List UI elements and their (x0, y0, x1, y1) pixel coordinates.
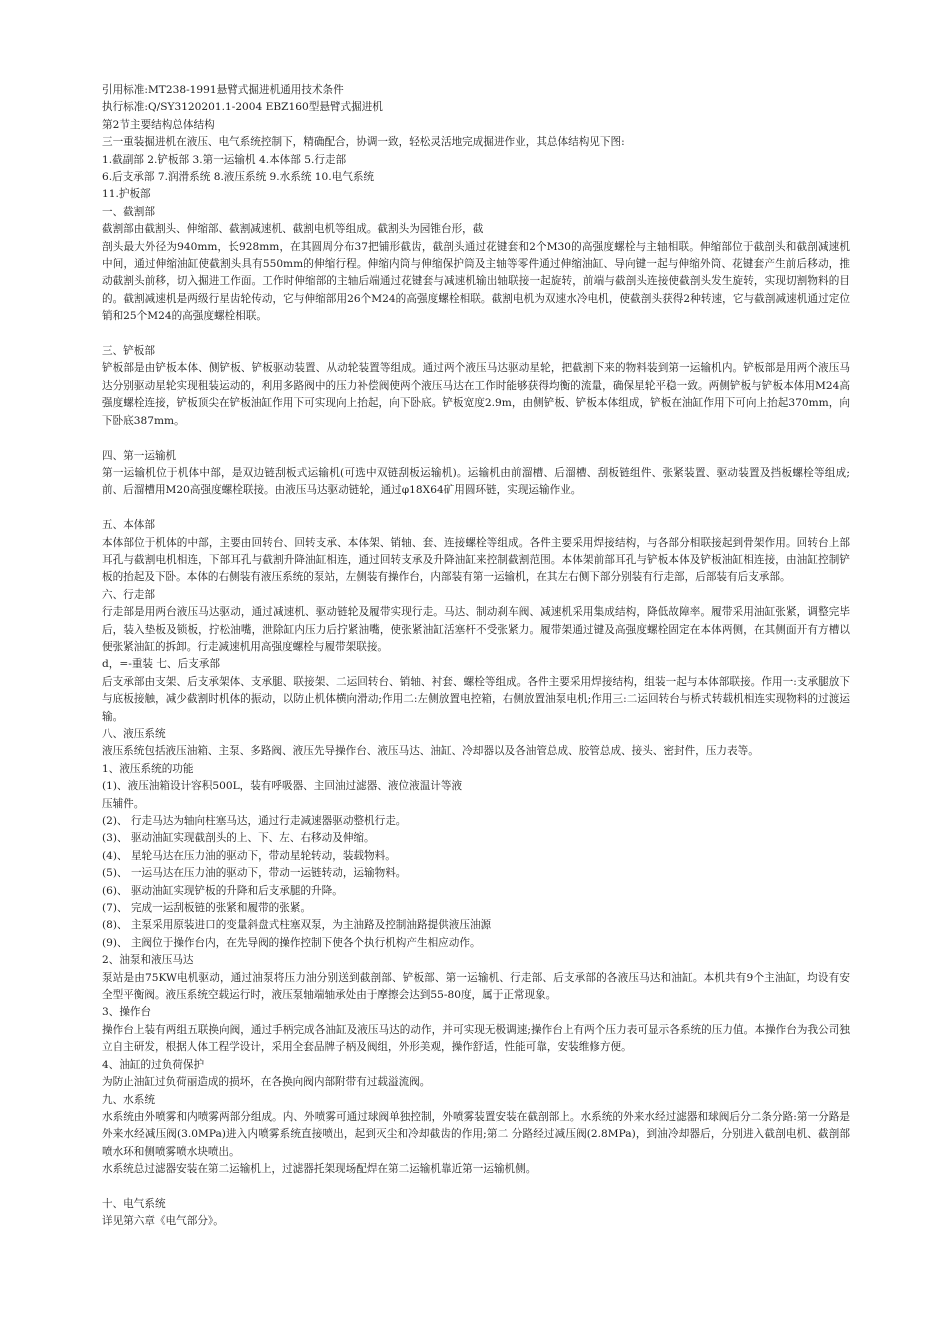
hydraulic-item-7: (7)、 完成一运刮板链的张紧和履带的张紧。 (102, 902, 312, 915)
parts-list-line-1: 1.截副部 2.铲板部 3.第一运输机 4.本体部 5.行走部 (102, 153, 347, 166)
electrical-reference: 详见第六章《电气部分》。 (102, 1215, 224, 1228)
reference-standard: 引用标准:MT238-1991悬臂式掘进机通用技术条件 (102, 84, 344, 96)
hydraulic-item-6: (6)、 驱动油缸实现铲板的升降和后支承腿的升降。 (102, 884, 343, 897)
walking-heading: 六、行走部 (102, 588, 155, 601)
operation-desk-paragraph: 操作台上装有两组五联换向阀，通过手柄完成各油缸及液压马达的动作，并可实现无极调速;操作台上有两个压力表可显示各系统的压力值。本操作台为我公司独立自主研发，根据人体工程学设计，采用全套品牌子柄及阀组，外形美观，操作舒适，性能可靠，安装维修方便。 (102, 1023, 850, 1054)
water-filter-text: 水系统总过滤器安装在第二运输机上，过滤器托架现场配焊在第二运输机靠近第一运输机侧。 (102, 1163, 537, 1176)
overload-paragraph: 为防止油缸过负荷丽造成的损坏，在各换向阀内部附带有过载溢流阀。 (102, 1076, 431, 1089)
pump-paragraph: 泵站是由75KW电机驱动，通过油泵将压力油分别送到截剖部、铲板部、第一运输机、行走部、后支承部的各液压马达和油缸。本机共有9个主油缸，均设有安全型平衡阀。液压系统空载运行时，液压泵轴端轴承处由于摩擦会达到55-80度，属于正常现象。 (102, 971, 850, 1002)
hydraulic-item-5: (5)、 一运马达在压力油的驱动下，带动一运链转动，运输物料。 (102, 867, 407, 880)
hydraulic-heading: 八、液压系统 (102, 727, 166, 740)
electrical-heading: 十、电气系统 (102, 1197, 166, 1210)
spacer (102, 326, 850, 343)
section-title: 第2节主要结构总体结构 (102, 118, 215, 131)
cutting-first-line: 截割部由截割头、伸缩部、截割减速机、截割电机等组成。截割头为园锥台形，截 (102, 223, 484, 236)
operation-desk-title: 3、操作台 (102, 1006, 152, 1019)
hydraulic-item-1-cont: 压辅件。 (102, 797, 145, 810)
hydraulic-item-8: (8)、 主泵采用原装进口的变量斜盘式柱塞双泵，为主油路及控制油路提供液压油源 (102, 919, 492, 932)
hydraulic-item-9: (9)、 主阀位于操作台内，在先导阀的操作控制下使各个执行机构产生相应动作。 (102, 936, 481, 949)
spacer (102, 1179, 850, 1196)
intro-text: 三一重装掘进机在液压、电气系统控制下，精确配合，协调一致，轻松灵活地完成掘进作业，其总体结构见下图: (102, 136, 625, 149)
spacer (102, 430, 850, 447)
overload-title: 4、油缸的过负荷保护 (102, 1058, 205, 1071)
hydraulic-intro: 液压系统包括液压油箱、主泵、多路阀、液压先导操作台、液压马达、油缸、冷却器以及各油管总成、胶管总成、接头、密封件，压力表等。 (102, 745, 759, 758)
hydraulic-item-3: (3)、 驱动油缸实现截剖头的上、下、左、右移动及伸缩。 (102, 832, 375, 845)
document-page (102, 82, 850, 1231)
execution-standard: 执行标准:Q/SY3120201.1-2004 EBZ160型悬臂式掘进机 (102, 101, 383, 114)
walking-paragraph: 行走部是用两台液压马达驱动，通过减速机、驱动链轮及履带实现行走。马达、制动刹车阀、减速机采用集成结构，降低故障率。履带采用油缸张紧，调整完毕后，装入垫板及锁板，拧松油嘴，泄除缸内压力后拧紧油嘴，使张紧油缸活塞杆不受张紧力。履带架通过键及高强度螺栓固定在本体两侧，在其侧面开有方槽以便张紧油缸的拆卸。行走减速机用高强度螺栓与履带架联接。 (102, 606, 850, 653)
parts-list-line-3: 11.护板部 (102, 188, 151, 201)
water-heading: 九、水系统 (102, 1093, 155, 1106)
cutting-paragraph: 剖头最大外径为940mm，长928mm，在其圆周分布37把铺形截齿，截剖头通过花键套和2个M30的高强度螺栓与主轴相联。伸缩部位于截剖头和截剖减速机中间，通过伸缩油缸使截割头具有550mm的伸缩行程。伸缩内筒与伸缩保护筒及主轴等零件通过伸缩油缸、导向键一起与伸缩外筒、花键套产生前后移动，推动截割头前移，切入掘进工作面。工作时伸缩部的主轴后端通过花键套与减速机输出轴联接一起旋转，前端与截剖头连接使截剖头发生旋转，实现切割物料的目的。截割减速机是两级行星齿轮传动，它与伸缩部用26个M24的高强度螺栓相联。截割电机为双速水冷电机，使截剖头获得2种转速，它与截剖减速机通过定位销和25个M24的高强度螺栓相联。 (102, 240, 850, 323)
hydraulic-item-2: (2)、 行走马达为轴向柱塞马达，通过行走减速器驱动整机行走。 (102, 815, 407, 828)
hydraulic-item-4: (4)、 星轮马达在压力油的驱动下，带动星轮转动，装载物料。 (102, 849, 396, 862)
water-paragraph: 水系统由外喷雾和内喷雾两部分组成。内、外喷雾可通过球阀单独控制，外喷雾装置安装在截剖部上。水系统的外来水经过滤器和球阀后分二条分路:第一分路是外来水经减压阀(3.0MPa)进入内喷雾系统直接喷出，起到灭尘和冷却截齿的作用;第二 分路经过减压阀(2.8MPa)，到油冷却器后，分别进入截剖电机、截剖部喷水环和侧喷雾喷水块喷出。 (102, 1110, 850, 1158)
hydraulic-item-1: (1)、液压油箱设计容积500L，装有呼吸器、主回油过滤器、液位液温计等液 (102, 780, 463, 793)
body-heading: 五、本体部 (102, 519, 155, 532)
spacer (102, 500, 850, 517)
pump-title: 2、油泵和液压马达 (102, 954, 194, 967)
rear-support-heading: d，=-重装 七、后支承部 (102, 658, 220, 671)
body-paragraph: 本体部位于机体的中部，主要由回转台、回转支承、本体架、销轴、套、连接螺栓等组成。各件主要采用焊接结构，与各部分相联接起到骨架作用。回转台上部耳孔与截割电机相连，下部耳孔与截割升降油缸相连，通过回转支承及升降油缸来控制截割范围。本体架前部耳孔与铲板本体及铲板油缸相连接，由油缸控制铲板的抬起及下卧。本体的右侧装有液压系统的泵站，左侧装有操作台，内部装有第一运输机，在其左右侧下部分别装有行走部，后部装有后支承部。 (102, 536, 850, 584)
parts-list-line-2: 6.后支承部 7.润滑系统 8.液压系统 9.水系统 10.电气系统 (102, 171, 375, 184)
conveyor-paragraph: 第一运输机位于机体中部，是双边链刮板式运输机(可选中双链刮板运输机)。运输机由前溜槽、后溜槽、刮板链组件、张紧装置、驱动装置及挡板螺栓等组成;前、后溜槽用M20高强度螺栓联接。由液压马达驱动链轮，通过φ18X64矿用圆环链，实现运输作业。 (102, 466, 850, 497)
conveyor-heading: 四、第一运输机 (102, 449, 177, 462)
hydraulic-function-title: 1、液压系统的功能 (102, 762, 194, 775)
rear-support-paragraph: 后支承部由支架、后支承架体、支承腿、联接架、二运回转台、销轴、衬套、螺栓等组成。各件主要采用焊接结构，组装一起与本体部联接。作用一:支承腿放下与底板接触，减少截割时机体的振动，以防止机体横向滑动;作用二:左侧放置电控箱，右侧放置油泵电机;作用三:二运回转台与桥式转载机相连实现物料的过渡运输。 (102, 675, 850, 723)
shovel-paragraph: 铲板部是由铲板本体、侧铲板、铲板驱动装置、从动轮装置等组成。通过两个液压马达驱动星轮，把截割下来的物料装到第一运输机内。铲板部是用两个液压马达分别驱动星轮实现租装运动的，利用多路阀中的压力补偿阀使两个液压马达在工作时能够获得均衡的流量，确保星轮平稳一致。两侧铲板与铲板本体用M24高强度螺栓连接，铲板顶尖在铲板油缸作用下可实现向上抬起，向下卧底。铲板宽度2.9m，由侧铲板、铲板本体组成，铲板在油缸作用下可向上抬起370mm，向下卧底387mm。 (102, 362, 850, 427)
shovel-heading: 三、铲板部 (102, 345, 155, 358)
cutting-heading: 一、截割部 (102, 205, 155, 218)
